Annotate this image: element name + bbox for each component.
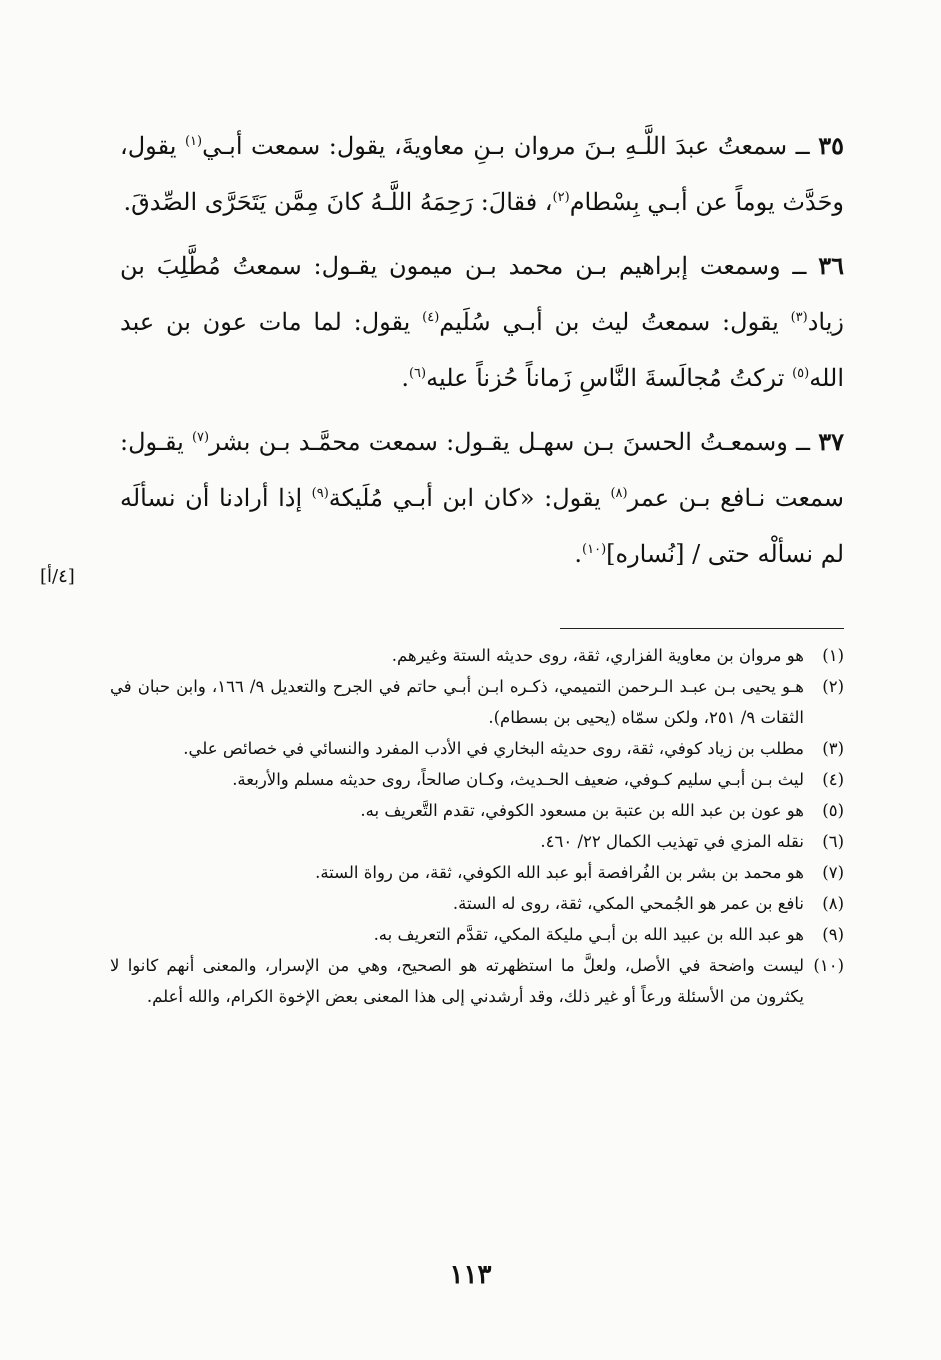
paragraph-text: ، فقالَ: رَحِمَهُ اللَّـهُ كانَ مِمَّن يَتَحَرَّى الصِّدقَ. xyxy=(123,188,553,216)
footnote-text: ليست واضحة في الأصل، ولعلَّ ما استظهرته هو الصحيح، وهي من الإسرار، والمعنى أنهم كانوا لا يكثرون من الأسئلة ورعاً أو غير ذلك، وقد أرشدني إلى هذا المعنى بعض الإخوة الكرام، والله أعلم. xyxy=(110,956,804,1006)
paragraph-text: ــ وسمعـتُ الحسنَ بـن سهـل يقـول: سمعت محمَّـد بـن بشر xyxy=(209,428,819,456)
paragraph-text: يقـول: سمعت نـافع بـن عمر xyxy=(120,428,844,512)
footnote-marker: (٦) xyxy=(408,366,427,381)
paragraph-37 xyxy=(120,414,844,582)
footnote xyxy=(110,950,844,1012)
footnote-number: (١٠) xyxy=(813,956,844,975)
footnotes xyxy=(110,640,844,1012)
footnote xyxy=(110,764,844,795)
footnote-text: هو عون بن عبد الله بن عتبة بن مسعود الكوفي، تقدم التَّعريف به. xyxy=(360,801,804,820)
paragraph-number: ٣٧ xyxy=(818,427,844,456)
footnote-marker: (١) xyxy=(184,134,203,149)
footnote-marker: (٢) xyxy=(552,190,570,205)
footnote xyxy=(110,888,844,919)
paragraph-text: إذا أرادنا أن نسألَه لم نسألْه حتى / [نُساره] xyxy=(120,484,844,568)
paragraph-text: ــ سمعتُ عبدَ اللَّـهِ بـنَ مروان بـنِ معاويةَ، يقول: سمعت أبـي xyxy=(202,132,819,160)
footnote-number: (١) xyxy=(822,646,844,665)
footnote-number: (٣) xyxy=(822,739,844,758)
footnote-marker: (٩) xyxy=(311,486,329,501)
paragraph-text: يقول: لما مات عون بن عبد الله xyxy=(120,308,844,392)
paragraph-36 xyxy=(120,238,844,406)
footnote-marker: (٣) xyxy=(790,310,808,325)
footnote xyxy=(110,795,844,826)
manuscript-folio-marker: [٤/أ] xyxy=(40,566,75,587)
footnote-marker: (١٠) xyxy=(582,542,607,557)
footnote-marker: (٥) xyxy=(792,366,810,381)
footnote-text: مطلب بن زياد كوفي، ثقة، روى حديثه البخاري في الأدب المفرد والنسائي في خصائص علي. xyxy=(183,739,804,758)
footnote xyxy=(110,919,844,950)
paragraph-35 xyxy=(120,118,844,230)
paragraph-text: . xyxy=(574,540,583,568)
footnote xyxy=(110,733,844,764)
footnote-number: (٩) xyxy=(822,925,844,944)
footnote-number: (٧) xyxy=(822,863,844,882)
footnote-separator xyxy=(560,628,844,629)
paragraph-number: ٣٦ xyxy=(818,251,844,280)
paragraph-text: تركتُ مُجالَسةَ النَّاسِ زَماناً حُزناً عليه xyxy=(426,364,793,392)
paragraph-text: . xyxy=(401,364,409,392)
footnote-text: ليث بـن أبـي سليم كـوفي، ضعيف الحـديث، وكـان صالحاً، روى حديثه مسلم والأربعة. xyxy=(232,770,804,789)
footnote-text: هو عبد الله بن عبيد الله بن أبـي مليكة المكي، تقدَّم التعريف به. xyxy=(373,925,804,944)
footnote-number: (٦) xyxy=(822,832,844,851)
paragraph-text: يقول: سمعتُ ليث بن أبـي سُلَيم xyxy=(439,308,791,336)
footnote xyxy=(110,640,844,671)
footnote-text: هـو يحيى بـن عبـد الـرحمن التميمي، ذكـره ابـن أبـي حاتم في الجرح والتعديل ٩/ ١٦٦، وابن حبان في الثقات ٩/ ٢٥١، ولكن سمّاه (يحيى بن بسطام). xyxy=(110,677,805,727)
paragraph-number: ٣٥ xyxy=(818,131,845,160)
footnote-marker: (٤) xyxy=(422,310,440,325)
footnote-number: (٢) xyxy=(822,677,844,696)
footnote-number: (٥) xyxy=(822,801,844,820)
page-number: ١١٣ xyxy=(449,1260,492,1290)
footnote-number: (٤) xyxy=(822,770,844,789)
footnote-marker: (٨) xyxy=(610,486,628,501)
paragraph-text: ــ وسمعت إبراهيم بـن محمد بـن ميمون يقـول: سمعتُ مُطَّلِبَ بن زياد xyxy=(120,252,844,336)
footnote xyxy=(110,857,844,888)
main-text xyxy=(120,118,844,590)
paragraph-text: يقول، وحَدَّث يوماً عن أبـي بِسْطام xyxy=(120,132,844,216)
footnote-marker: (٧) xyxy=(191,430,210,445)
footnote xyxy=(110,826,844,857)
footnote-text: نافع بن عمر هو الجُمحي المكي، ثقة، روى له الستة. xyxy=(452,894,804,913)
paragraph-text: يقول: «كان ابن أبـي مُلَيكة xyxy=(328,484,611,512)
footnote-text: نقله المزي في تهذيب الكمال ٢٢/ ٤٦٠. xyxy=(540,832,804,851)
footnote-text: هو مروان بن معاوية الفزاري، ثقة، روى حديثه الستة وغيرهم. xyxy=(391,646,804,665)
footnote xyxy=(110,671,844,733)
footnote-text: هو محمد بن بشر بن الفُرافصة أبو عبد الله الكوفي، ثقة، من رواة الستة. xyxy=(315,863,804,882)
footnote-number: (٨) xyxy=(822,894,844,913)
